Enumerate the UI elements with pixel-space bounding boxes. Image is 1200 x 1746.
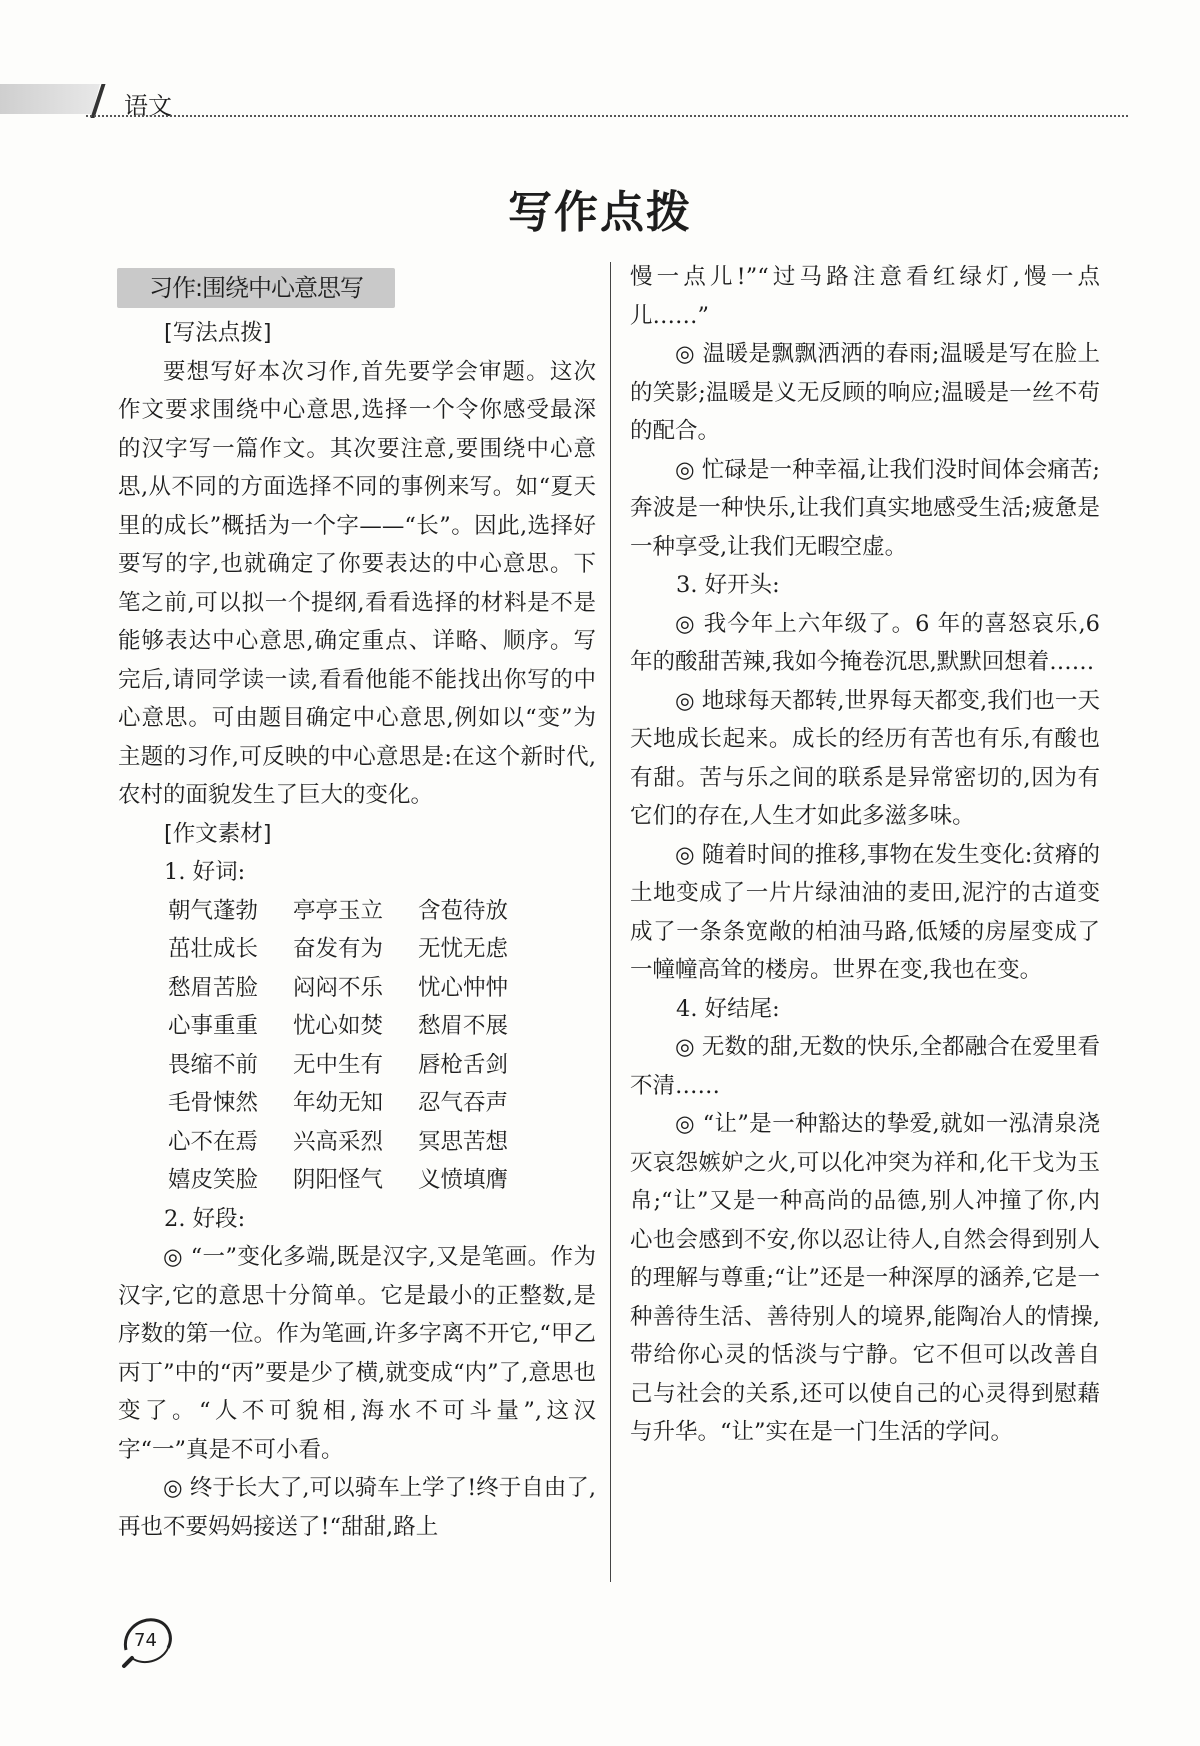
material-heading: [作文素材] <box>164 820 272 847</box>
word: 愁眉苦脸 <box>168 974 259 1001</box>
word: 闷闷不乐 <box>293 974 384 1001</box>
word: 唇枪舌剑 <box>418 1051 509 1078</box>
opening-2: ◎ 地球每天都转,世界每天都变,我们也一天天地成长起来。成长的经历有苦也有乐,有酸也有甜。苦与乐之间的联系是异常密切的,因为有它们的存在,人生才如此多滋多味。 <box>630 687 1100 829</box>
word: 年幼无知 <box>293 1090 384 1116</box>
word: 阴阳怪气 <box>293 1167 384 1193</box>
word: 嬉皮笑脸 <box>168 1167 259 1193</box>
paragraph-4: ◎ 忙碌是一种幸福,让我们没时间体会痛苦;奔波是一种快乐,让我们真实地感受生活;疲惫是一种享受,让我们无暇空虚。 <box>630 456 1100 560</box>
header-subject: 语文 <box>124 92 172 120</box>
word: 含苞待放 <box>418 897 509 924</box>
word: 茁壮成长 <box>168 936 259 962</box>
ending-label: 4. 好结尾: <box>676 995 780 1022</box>
word: 毛骨悚然 <box>168 1090 259 1116</box>
method-heading: [写法点拨] <box>164 320 272 346</box>
paragraph-3: ◎ 温暖是飘飘洒洒的春雨;温暖是写在脸上的笑影;温暖是义无反顾的响应;温暖是一丝不苟的配合。 <box>630 341 1100 444</box>
word: 心不在焉 <box>168 1128 259 1155</box>
word: 心事重重 <box>168 1013 259 1039</box>
good-paragraphs-label: 2. 好段: <box>164 1205 246 1232</box>
word: 奋发有为 <box>293 936 384 962</box>
paragraph-2-end: 慢一点儿!”“过马路注意看红绿灯,慢一点儿……” <box>630 264 1100 329</box>
page-number: 74 <box>134 1630 157 1651</box>
paragraph-1: ◎ “一”变化多端,既是汉字,又是笔画。作为汉字,它的意思十分简单。它是最小的正整数,是序数的第一位。作为笔画,许多字离不开它,“甲乙丙丁”中的“丙”要是少了横,就变成“内”了,意思也变了。“人不可貌相,海水不可斗量”,这汉字“一”真是不可小看。 <box>118 1244 596 1463</box>
method-text: 要想写好本次习作,首先要学会审题。这次作文要求围绕中心意思,选择一个令你感受最深的汉字写一篇作文。其次要注意,要围绕中心意思,从不同的方面选择不同的事例来写。如“夏天里的成长”概括为一个字——“长”。因此,选择好要写的字,也就确定了你要表达的中心意思。下笔之前,可以拟一个提纲,看看选择的材料是不是能够表达中心意思,确定重点、详略、顺序。写完后,请同学读一读,看看他能不能找出你写的中心意思。可由题目确定中心意思,例如以“变”为主题的习作,可反映的中心意思是:在这个新时代,农村的面貌发生了巨大的变化。 <box>118 358 596 808</box>
word: 畏缩不前 <box>168 1051 259 1078</box>
word: 朝气蓬勃 <box>168 897 259 924</box>
header-rule <box>86 115 1128 117</box>
header-decoration <box>0 84 100 114</box>
word-row <box>168 892 596 931</box>
ending-1: ◎ 无数的甜,无数的快乐,全都融合在爱里看不清…… <box>630 1034 1100 1099</box>
word: 亭亭玉立 <box>293 897 384 924</box>
paragraph-2-start: ◎ 终于长大了,可以骑车上学了!终于自由了,再也不要妈妈接送了!“甜甜,路上 <box>118 1475 596 1540</box>
word-row <box>168 930 596 969</box>
word-row <box>168 1084 596 1123</box>
word-row <box>168 1046 596 1085</box>
word: 愁眉不展 <box>418 1013 509 1039</box>
word: 冥思苦想 <box>418 1128 509 1155</box>
word: 忧心如焚 <box>293 1013 384 1039</box>
word-row <box>168 1007 596 1046</box>
page-number-badge <box>118 1612 176 1670</box>
column-divider <box>610 262 611 1582</box>
opening-1: ◎ 我今年上六年级了。6 年的喜怒哀乐,6 年的酸甜苦辣,我如今掩卷沉思,默默回想着…… <box>630 610 1100 675</box>
good-words-list <box>118 892 596 1200</box>
word: 义愤填膺 <box>418 1167 509 1193</box>
word: 忍气吞声 <box>418 1090 509 1116</box>
opening-label: 3. 好开头: <box>676 572 780 598</box>
opening-3: ◎ 随着时间的推移,事物在发生变化:贫瘠的土地变成了一片片绿油油的麦田,泥泞的古道变成了一条条宽敞的柏油马路,低矮的房屋变成了一幢幢高耸的楼房。世界在变,我也在变。 <box>630 841 1100 983</box>
ending-2: ◎ “让”是一种豁达的挚爱,就如一泓清泉浇灭哀怨嫉妒之火,可以化冲突为祥和,化干戈为玉帛;“让”又是一种高尚的品德,别人冲撞了你,内心也会感到不安,你以忍让待人,自然会得到别人的理解与尊重;“让”还是一种深厚的涵养,它是一种善待生活、善待别人的境界,能陶冶人的情操,带给你心灵的恬淡与宁静。它不但可以改善自己与社会的关系,还可以使自己的心灵得到慰藉与升华。“让”实在是一门生活的学问。 <box>630 1111 1100 1445</box>
left-column <box>118 314 596 1546</box>
word-row <box>168 969 596 1008</box>
good-words-label: 1. 好词: <box>164 859 246 885</box>
word: 兴高采烈 <box>293 1128 384 1155</box>
word: 忧心忡忡 <box>418 974 509 1001</box>
right-column <box>630 258 1100 1452</box>
word: 无忧无虑 <box>418 936 509 962</box>
word-row <box>168 1123 596 1162</box>
page-title: 写作点拨 <box>508 187 692 238</box>
word: 无中生有 <box>293 1051 384 1078</box>
word-row <box>168 1161 596 1200</box>
section-tag: 习作:围绕中心意思写 <box>117 268 395 308</box>
